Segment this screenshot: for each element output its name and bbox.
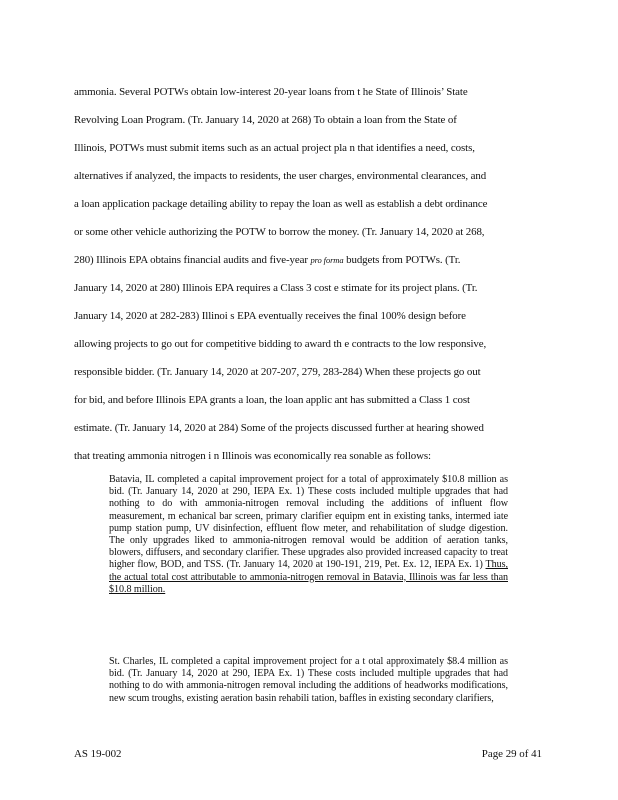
body-line: January 14, 2020 at 280) Illinois EPA requires a Class 3 cost e stimate for its project plans. (Tr. (74, 282, 478, 294)
block-quote-text (109, 474, 508, 596)
block-quote-batavia (109, 474, 508, 596)
body-line: January 14, 2020 at 282-283) Illinoi s EPA eventually receives the final 100% design before (74, 310, 466, 322)
underlined-conclusion: Thus, the actual total cost attributable to ammonia-nitrogen removal in Batavia, Illinois was far less than $10.8 million. (109, 559, 508, 595)
body-line: responsible bidder. (Tr. January 14, 2020 at 207-207, 279, 283-284) When these projects go out (74, 366, 481, 378)
body-paragraph (74, 82, 544, 474)
body-line: Illinois, POTWs must submit items such as an actual project pla n that identifies a need, costs, (74, 142, 475, 154)
body-line: a loan application package detailing ability to repay the loan as well as establish a debt ordinance (74, 198, 488, 210)
body-line: allowing projects to go out for competitive bidding to award th e contracts to the low responsive, (74, 338, 487, 350)
body-line: for bid, and before Illinois EPA grants a loan, the loan applic ant has submitted a Class 1 cost (74, 394, 470, 406)
italic-term: pro forma (310, 255, 344, 265)
block-quote-text: St. Charles, IL completed a capital improvement project for a t otal approximately $8.4 million as bid. (Tr. January 14, 2020 at 290, IEPA Ex. 1) These costs included multiple upgrades that had nothing to do with ammonia-nitrogen removal including the additions of headworks modifications, new scum troughs, existing aeration basin rehabili tation, baffles in existing secondary clarifiers, (109, 656, 508, 704)
body-line: ammonia. Several POTWs obtain low-interest 20-year loans from t he State of Illinois’ State (74, 86, 468, 98)
page-number: Page 29 of 41 (481, 748, 542, 760)
body-line: alternatives if analyzed, the impacts to residents, the user charges, environmental clearances, and (74, 170, 487, 182)
body-line: or some other vehicle authorizing the POTW to borrow the money. (Tr. January 14, 2020 at 268, (74, 226, 485, 238)
body-line: Revolving Loan Program. (Tr. January 14, 2020 at 268) To obtain a loan from the State of (74, 114, 457, 126)
body-line: that treating ammonia nitrogen i n Illinois was economically rea sonable as follows: (74, 450, 431, 462)
body-line: estimate. (Tr. January 14, 2020 at 284) Some of the projects discussed further at hearing showed (74, 422, 484, 434)
block-quote-body: Batavia, IL completed a capital improvement project for a total of approximately $10.8 million as bid. (Tr. January 14, 2020 at 290, IEPA Ex. 1) These costs included multiple upgrades that had nothing to do with ammonia-nitrogen removal including the additions of influent flow measurement, m echanical bar screen, primary clarifier equipm ent in existing tanks, intermed iate pump station pump, UV disinfection, effluent flow meter, and rehabilitation of sludge digestion. The only upgrades liked to ammonia-nitrogen removal would be addition of aeration tanks, blowers, diffusers, and secondary clarifier. These upgrades also provided increased capacity to treat higher flow, BOD, and TSS. (Tr. January 14, 2020 at 190-191, 219, Pet. Ex. 12, IEPA Ex. 1) (109, 474, 508, 571)
body-line (74, 250, 544, 278)
body-line-text: 280) Illinois EPA obtains financial audits and five-year (74, 254, 311, 266)
docket-number: AS 19-002 (74, 748, 122, 760)
block-quote-st-charles (109, 656, 508, 705)
body-line-text: budgets from POTWs. (Tr. (343, 254, 461, 266)
